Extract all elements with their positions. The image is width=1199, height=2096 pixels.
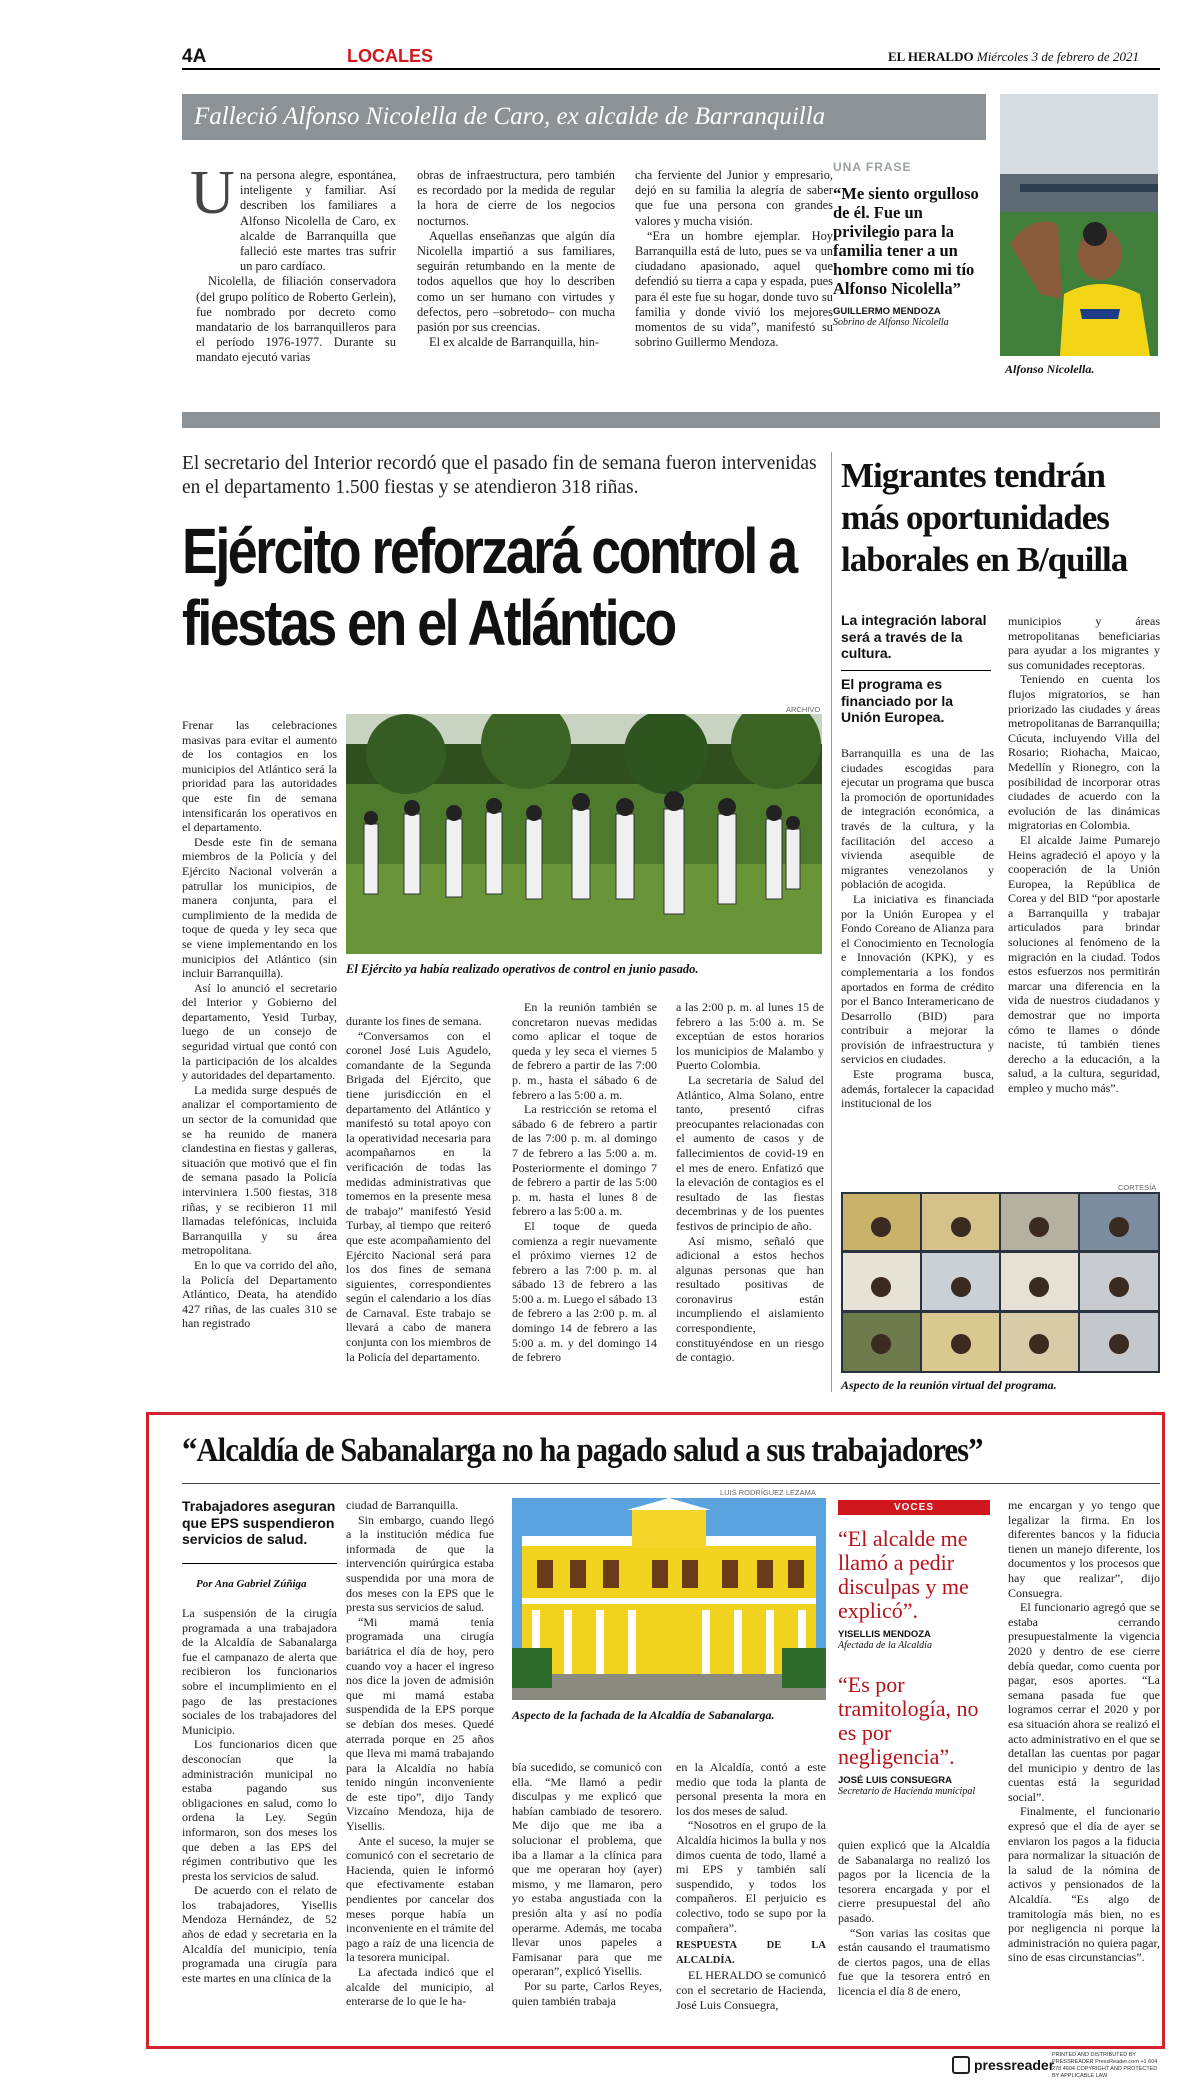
obituary-quote-author: GUILLERMO MENDOZA [833, 306, 941, 317]
sabanalarga-photo-credit: LUIS RODRÍGUEZ LEZAMA [720, 1488, 816, 1497]
army-col2-p1: durante los fines de semana. [346, 1014, 482, 1028]
sabanalarga-col6-p3: Finalmente, el funcionario expresó que el día de ayer se enviaron los pagos a la fiducia para normalizar la situación de la salud de la nómina de activos y pensionados de la Alcaldía. “Es algo de tramitología más bien, no es por negligencia ni porque la administración no quiera pagar, sino de esas circunstancias”. [1008, 1804, 1160, 1965]
obituary-title: Falleció Alfonso Nicolella de Caro, ex alcalde de Barranquilla [194, 103, 826, 130]
migrants-col2-p1: municipios y áreas metropolitanas beneficiarias para ayudar a los migrantes y sus comunidades receptoras. [1008, 614, 1160, 672]
obituary-col2-p1: obras de infraestructura, pero también es recordado por la medida de regular la hora de cierre de los negocios nocturnos. [417, 168, 615, 228]
army-col3-p3: El toque de queda comienza a regir nuevamente el próximo viernes 12 de febrero a las 7:00 p. m. al sábado 13 de febrero a las 5:00 a. m. Luego el sábado 13 de febrero a las 2:00 p. m. al domingo 14 de febrero a las 5:00 a. m. y del domingo 14 de febrero [512, 1218, 657, 1365]
obituary-col-3 [635, 168, 833, 350]
sabanalarga-col2-p1: ciudad de Barranquilla. [346, 1498, 459, 1512]
obituary-col-2 [417, 168, 615, 350]
migrants-deck-1: La integración laboral será a través de la cultura. [841, 612, 991, 671]
voices-box [838, 1500, 990, 1797]
army-col-1 [182, 718, 337, 1331]
sabanalarga-col-4 [676, 1760, 826, 2012]
voices-quote-1-role: Afectada de la Alcaldía [838, 1640, 932, 1651]
army-col-3 [512, 1000, 657, 1365]
obituary-quote-role: Sobrino de Alfonso Nicolella [833, 317, 949, 328]
migrants-col1-p1: Barranquilla es una de las ciudades escogidas para ejecutar un programa que busca la promoción de oportunidades de integración económica, a través de la cultura, y la facilitación del acceso a vivienda asequible de migrantes venezolanos y población de acogida. [841, 746, 994, 892]
nicolella-photo-image [1000, 94, 1158, 356]
migrants-col-2 [1008, 614, 1160, 1096]
migrants-col-1 [841, 746, 994, 1111]
sabanalarga-col3-p2: Por su parte, Carlos Reyes, quien también trabaja [512, 1978, 662, 2008]
paper-name [888, 49, 1139, 65]
sabanalarga-col6-p1: me encargan y yo tengo que legalizar la firma. En los diferentes bancos y la fiducia tienen un manejo diferente, los documentos y los procesos que hay que realizar”, dijo Consuegra. [1008, 1498, 1160, 1600]
army-col-2 [346, 1014, 491, 1364]
pressreader-logo [952, 2056, 1054, 2074]
sabanalarga-col-5 [838, 1838, 990, 1999]
army-col1-p2: Desde este fin de semana miembros de la Policía y del Ejército Nacional volverán a patrullar los municipios, de manera conjunta, para el cumplimiento de la medida de toque de queda y ley seca que se viene implementando en los municipios del Atlántico (sin incluir Barranquilla). [182, 834, 337, 981]
army-photo-credit: ARCHIVO [786, 705, 821, 714]
sabanalarga-col3-p1: bía sucedido, se comunicó con ella. “Me llamó a pedir disculpas y me explicó que habían cambiado de tesorero. Me dijo que me iba a solucionar el problema, que iba a llamar a la clínica para que me operaran hoy (ayer) mismo, y me llamaron, pero yo estaba angustiada con la presión alta y así no podía operarme. Además, me tocaba llevar unos papeles a Famisanar para que me operaran”, explicó Yisellis. [512, 1760, 662, 1979]
army-photo-image [346, 714, 822, 954]
army-col2-p2: “Conversamos con el coronel José Luis Agudelo, comandante de la Segunda Brigada del Ejército, que tiene jurisdicción en el departamento del Atlántico y manifestó su total apoyo con la operatividad necesaria para acompañarnos en la verificación de todas las medidas administrativas que tomemos en la presente mesa de trabajo” manifestó Yesid Turbay, al tiempo que reiteró que este acompañamiento del Ejército Nacional será para los dos fines de semana siguientes, correspondientes según el calendario a los días de Carnaval. Este trabajo se llevará a cabo de manera conjunta con los miembros de la Policía del departamento. [346, 1028, 491, 1364]
migrants-headline: Migrantes tendrán más oportunidades laborales en B/quilla [841, 456, 1128, 579]
sabanalarga-photo [512, 1498, 826, 1700]
army-kicker: El secretario del Interior recordó que el pasado fin de semana fueron intervenidas en el departamento 1.500 fiestas y se atendieron 318 riñas. [182, 453, 817, 498]
voices-quote-1: “El alcalde me llamó a pedir disculpas y me explicó”. [838, 1526, 969, 1623]
army-photo [346, 714, 822, 954]
migrants-col1-p2: La iniciativa es financiada por la Unión Europea y el Fondo Coreano de Alianza para el Conocimiento en Tecnología e Innovación (KPK), y es complementaria a los fondos aportados en forma de crédito por el Banco Interamericano de Desarrollo (BID) para contribuir a mejorar la provisión de infraestructura y servicios en ciudades. [841, 891, 994, 1067]
header-rule [182, 68, 1160, 70]
obituary-col1-p1: na persona alegre, espontánea, inteligente y familiar. Así describen los familiares a Alfonso Nicolella de Caro, ex alcalde de Barranquilla que falleció este martes tras sufrir un paro cardíaco. [240, 168, 396, 274]
army-col1-p5: En lo que va corrido del año, la Policía del Departamento Atlántico, Deata, ha atendido 427 riñas, de las cuales 310 se han registrado [182, 1257, 337, 1331]
column-divider [831, 452, 832, 1392]
obituary-quote: “Me siento orgulloso de él. Fue un privilegio para la familia tener a un hombre como mi tío Alfonso Nicolella” [833, 184, 979, 298]
sabanalarga-col4-p2: “Nosotros en el grupo de la Alcaldía hicimos la bulla y nos dimos cuenta de todo, llamé a mi EPS y también salí suspendido, y todos los compañeros. El perjuicio es colectivo, todo se supo por la compañera”. [676, 1818, 826, 1935]
sabanalarga-headline-rule [182, 1483, 1160, 1484]
sabanalarga-col4-p3: EL HERALDO se comunicó con el secretario de Hacienda, José Luis Consuegra, [676, 1968, 826, 2012]
sabanalarga-photo-caption: Aspecto de la fachada de la Alcaldía de Sabanalarga. [512, 1708, 775, 1722]
voices-quote-2: “Es por tramitología, no es por negligencia”. [838, 1672, 979, 1769]
sabanalarga-col-1 [182, 1606, 337, 1985]
sabanalarga-col2-p2: Sin embargo, cuando llegó a la institución médica fue informada de que la intervención quirúrgica estaba suspendida por una mora de dos meses con la EPS que le presta sus servicios de salud. [346, 1512, 494, 1615]
migrants-col2-p3: El alcalde Jaime Pumarejo Heins agradeció el apoyo y la cooperación de la Unión Europea, la República de Corea y del BID “por apostarle a Barranquilla y trabajar articulados para brindar soluciones al fenómeno de la migración en la ciudad. Todos estos esfuerzos nos permitirán marcar una diferencia en la vida de nuestros ciudadanos y demostrar que no importa cómo te llames o dónde naciste, tú también tienes derecho a la educación, a la salud, a la cultura, seguridad, empleo y mucho más”. [1008, 832, 1160, 1095]
sabanalarga-headline: “Alcaldía de Sabanalarga no ha pagado salud a sus trabajadores” [182, 1432, 983, 1469]
army-col4-p2: La secretaria de Salud del Atlántico, Alma Solano, entre tanto, presentó cifras preocupantes relacionadas con el aumento de casos y de fallecimientos de covid-19 en el mes de enero. Enfatizó que la elevación de contagios es el resultado de las fiestas decembrinas y de los puentes festivos de principio de año. [676, 1072, 824, 1233]
migrants-photo-credit: CORTESÍA [1118, 1183, 1157, 1192]
migrants-col2-p2: Teniendo en cuenta los flujos migratorios, se han priorizado las ciudades y áreas metropolitanas de Barranquilla; Cúcuta, incluyendo Villa del Rosario; Riohacha, Maicao, Medellín y Rionegro, con la posibilidad de incorporar otras ciudades de acuerdo con la evolución de las dinámicas migratorias en Colombia. [1008, 672, 1160, 833]
sabanalarga-col2-p4: Ante el suceso, la mujer se comunicó con el secretario de Hacienda, quien le informó que efectivamente estaban pendientes por cancelar dos meses porque había un inconveniente en el trámite del pago a raíz de una licencia de la tesorera municipal. [346, 1833, 494, 1965]
migrants-photo [841, 1192, 1160, 1373]
sabanalarga-col5-p1: quien explicó que la Alcaldía de Sabanalarga no realizó los pagos por la licencia de la tesorera encargada y por el cierre presupuestal del año pasado. [838, 1838, 990, 1925]
obituary-col2-p2: Aquellas enseñanzas que algún día Nicolella impartió a sus familiares, seguirán retumbando en la mente de todos aquellos que hoy lo describen como un ser humano con virtudes y defectos, pero –sobretodo– con mucha pasión por sus creencias. [417, 228, 615, 335]
pressreader-small-print: PRINTED AND DISTRIBUTED BY PRESSREADER PressReader.com +1 604 278 4604 COPYRIGHT AND PROTECTED BY APPLICABLE LAW [1052, 2052, 1158, 2079]
sabanalarga-col4-p1: en la Alcaldía, contó a este medio que toda la planta de personal presenta la mora en los dos meses de salud. [676, 1760, 826, 1818]
obituary-quote-label: UNA FRASE [833, 160, 912, 174]
voices-label: VOCES [838, 1500, 990, 1515]
army-col4-p1: a las 2:00 p. m. al lunes 15 de febrero a las 5:00 a. m. Se exceptúan de estos horarios los municipios de Malambo y Puerto Colombia. [676, 1000, 824, 1073]
obituary-quote-box [833, 160, 983, 370]
nicolella-photo [1000, 94, 1158, 356]
pressreader-brand: pressreader [974, 2057, 1055, 2073]
sabanalarga-byline: Por Ana Gabriel Zúñiga [196, 1578, 307, 1590]
section-label: LOCALES [347, 46, 434, 66]
sabanalarga-col-2 [346, 1498, 494, 2009]
sabanalarga-col-6 [1008, 1498, 1160, 1965]
sabanalarga-col2-p3: “Mi mamá tenía programada una cirugía bariátrica el día de hoy, pero cuando voy a hacer el ingreso nos dice la joven de admisión que mi mamá estaba suspendida de la EPS porque se debían dos meses. Quedé aterrada porque en 25 años que lleva mi mamá trabajando para la Alcaldía no había tenido ningún inconveniente de este tipo”, dijo Tandy Vizcaíno Mendoza, hija de Yisellis. [346, 1614, 494, 1834]
obituary-col3-p1: cha ferviente del Junior y empresario, dejó en su familia la alegría de saber que fue una persona con grandes valores y mucha visión. [635, 168, 833, 228]
sabanalarga-col4-subhead: RESPUESTA DE LA ALCALDÍA. [676, 1940, 826, 1966]
sabanalarga-col2-p5: La afectada indicó que el alcalde del municipio, al enterarse de lo que le ha- [346, 1965, 494, 2009]
voices-quote-2-author: JOSÉ LUIS CONSUEGRA [838, 1775, 953, 1786]
page-number: 4A [182, 46, 207, 67]
nicolella-photo-caption: Alfonso Nicolella. [1005, 362, 1095, 376]
paper-date: Miércoles 3 de febrero de 2021 [976, 49, 1139, 64]
obituary-col1-p2: Nicolella, de filiación conservadora (del grupo político de Roberto Gerlein), fue nombrado por decreto como mandatario de los barranquilleros para el período 1976-1977. Durante su mandato ejecutó varias [196, 274, 396, 365]
sabanalarga-col-3 [512, 1760, 662, 2008]
obituary-dropcap: U [190, 159, 235, 227]
migrants-photo-image [841, 1192, 1160, 1373]
migrants-photo-caption: Aspecto de la reunión virtual del programa. [841, 1378, 1057, 1392]
pressreader-icon [952, 2056, 970, 2074]
sabanalarga-photo-image [512, 1498, 826, 1700]
sabanalarga-deck: Trabajadores aseguran que EPS suspendieron servicios de salud. [182, 1498, 336, 1547]
migrants-col1-p3: Este programa busca, además, fortalecer la capacidad institucional de los [841, 1067, 994, 1111]
obituary-col-1 [196, 168, 396, 366]
obituary-col2-p3: El ex alcalde de Barranquilla, hin- [429, 335, 599, 350]
sabanalarga-col5-p2: “Son varias las cositas que están causando el traumatismo de ciertos pagos, una de ellas fue que la tesorera entró en licencia el día 8 de enero, [838, 1925, 990, 1998]
sabanalarga-col1-p3: De acuerdo con el relato de los trabajadores, Yisellis Mendoza Hernández, de 52 años de edad y secretaria en la Alcaldía del municipio, tenía programada una cirugía para este martes en una clínica de la [182, 1883, 337, 1985]
army-headline: Ejército reforzará control a fiestas en el Atlántico [182, 515, 796, 659]
army-col3-p1: En la reunión también se concretaron nuevas medidas como aplicar el toque de queda y ley seca el viernes 5 de febrero a partir de las 7:00 p. m., hasta el sábado 6 de febrero a las 5:00 a. m. [512, 1000, 657, 1102]
sabanalarga-deck-rule [182, 1563, 337, 1564]
voices-quote-2-role: Secretario de Hacienda municipal [838, 1786, 976, 1797]
migrants-deck-2: El programa es financiado por la Unión Europea. [841, 676, 954, 725]
army-col1-p4: La medida surge después de analizar el comportamiento de un sector de la comunidad que se ha reunido de manera clandestina en fiestas y galleras, situación que motivó que el fin de semana pasado la Policía interviniera 1.500 fiestas, 318 riñas, y se recibieron 11 mil llamadas telefónicas, incluida Barranquilla y su área metropolitana. [182, 1082, 337, 1258]
obituary-col3-p2: “Era un hombre ejemplar. Hoy Barranquilla está de luto, pues se va un ciudadano apasionado, aquel que defendió su tierra a capa y espada, pues para él este fue su hogar, donde tuvo su familia y donde vivió los mejores momentos de su vida”, manifestó su sobrino Guillermo Mendoza. [635, 228, 833, 350]
section-divider-bar [182, 412, 1160, 428]
army-col4-p3: Así mismo, señaló que adicional a estos hechos algunas personas que han resultado positivas de coronavirus están incumpliendo el aislamiento correspondiente, constituyéndose en un riesgo de contagio. [676, 1233, 824, 1365]
paper-title: EL HERALDO [888, 49, 974, 64]
army-photo-caption: El Ejército ya había realizado operativos de control en junio pasado. [346, 962, 699, 976]
army-col1-p1: Frenar las celebraciones masivas para evitar el aumento de los contagios en los municipios del Atlántico será la prioridad para las autoridades que este fin de semana intensificarán los operativos en el departamento. [182, 718, 337, 835]
army-col-4 [676, 1000, 824, 1365]
sabanalarga-col1-p2: Los funcionarios dicen que desconocían que la administración municipal no estaba pagando sus obligaciones en salud, como lo ordena la Ley. Según informaron, son dos meses los que deben a las EPS del régimen contributivo que les presta los servicios de salud. [182, 1737, 337, 1883]
army-col3-p2: La restricción se retoma el sábado 6 de febrero a partir de las 7:00 p. m. al domingo 7 de febrero a las 5:00 a. m. Posteriormente el domingo 7 de febrero a partir de las 5:00 p. m. hasta el lunes 8 de febrero a las 5:00 a. m. [512, 1102, 657, 1219]
army-col1-p3: Así lo anunció el secretario del Interior y Gobierno del departamento, Yesid Turbay, luego de un consejo de seguridad virtual que contó con la participación de los alcaldes y autoridades del departamento. [182, 980, 337, 1083]
sabanalarga-col6-p2: El funcionario agregó que se estaba cerrando presupuestalmente la vigencia 2020 y dentro de ese cierre debía quedar, como cuenta por pagar, esos aportes. “La semana pasada fue que logramos cerrar el 2020 y por esa situación ahora se realizó el acto administrativo en el que se detallan las cuentas por pagar del municipio y dentro de las cuentas está la seguridad social”. [1008, 1600, 1160, 1804]
obituary-title-bar [182, 94, 986, 140]
voices-quote-1-author: YISELLIS MENDOZA [838, 1629, 931, 1640]
sabanalarga-col1-p1: La suspensión de la cirugía programada a una trabajadora de la Alcaldía de Sabanalarga fue el campanazo de alerta que recibieron los funcionarios sobre el incumplimiento en el pago de las prestaciones sociales de los trabajadores del Municipio. [182, 1606, 337, 1737]
